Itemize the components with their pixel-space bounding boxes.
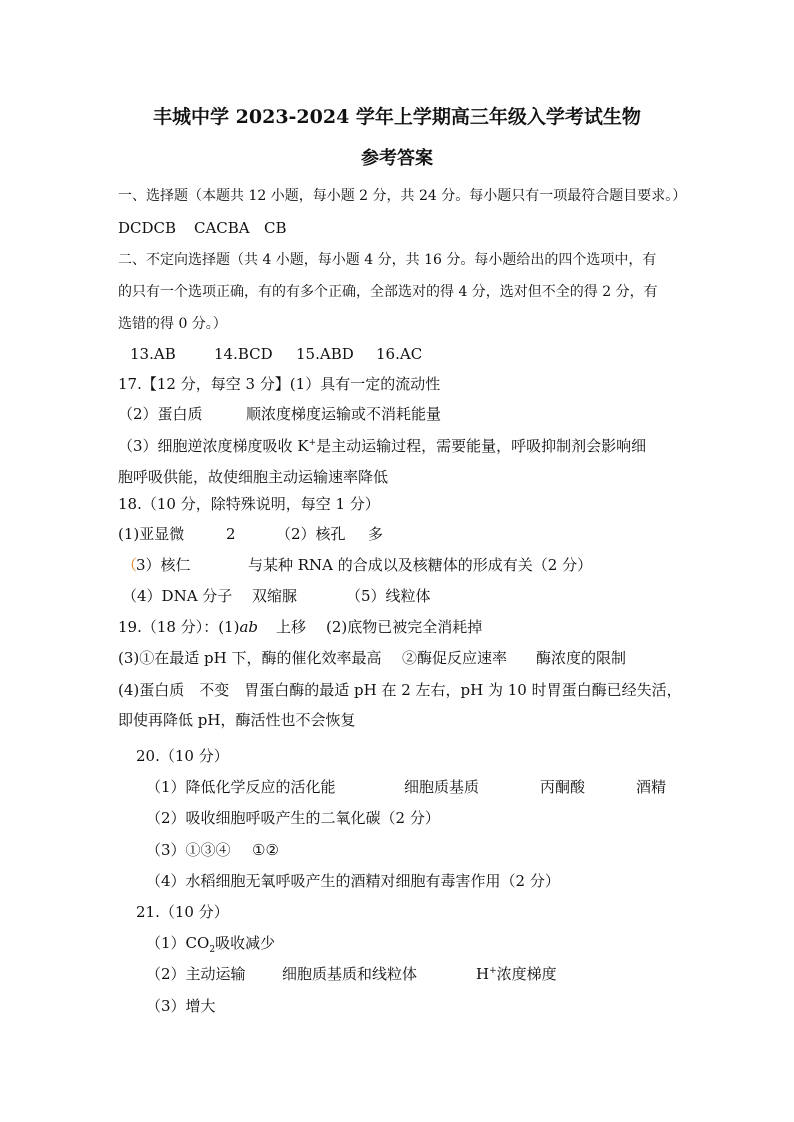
answer-group-1: DCDCB (118, 219, 177, 237)
q21-item-4 (476, 964, 557, 984)
q20-line-2: （2）吸收细胞呼吸产生的二氧化碳（2 分） (146, 809, 440, 827)
q20-item-6: ①② (252, 841, 279, 859)
q18-item-4: 多 (368, 525, 384, 543)
q18-head: 18.（10 分，除特殊说明，每空 1 分） (118, 495, 380, 513)
q18-item-1: (1)亚显微 (118, 525, 185, 543)
q17-part3-b: 是主动运输过程，需要能量，呼吸抑制剂会影响细 (316, 437, 647, 455)
q20-line-3 (146, 840, 446, 860)
q19-item-1: (3)①在最适 pH 下，酶的催化效率最高 (118, 649, 382, 667)
section1-answers (118, 218, 678, 238)
q18-item-2: 2 (226, 525, 236, 543)
q19-item-3: 酶浓度的限制 (536, 649, 627, 667)
q19-line-4: 即使再降低 pH，酶活性也不会恢复 (118, 711, 356, 729)
section2-answers (130, 344, 690, 364)
page-subtitle: 参考答案 (361, 148, 433, 169)
q17-part1: (1）具有一定的流动性 (289, 375, 441, 393)
answer-16: 16.AC (376, 345, 423, 363)
q17-part3-a: （3）细胞逆浓度梯度吸收 K (118, 437, 309, 455)
q20-item-4: 酒精 (636, 778, 667, 796)
q19-item-2: ②酶促反应速率 (402, 649, 508, 667)
q18-item-5: 3）核仁 (136, 556, 191, 574)
q19-line-2 (118, 648, 688, 668)
q19-line-3: (4)蛋白质 不变 胃蛋白酶的最适 pH 在 2 左右，pH 为 10 时胃蛋白酶已经失活， (118, 681, 682, 699)
q21-item-3: 细胞质基质和线粒体 (282, 965, 418, 983)
answer-14: 14.BCD (214, 345, 273, 363)
q20-line-1 (146, 777, 686, 797)
q17-part2-b: 顺浓度梯度运输或不消耗能量 (246, 405, 442, 423)
q21-line-1 (146, 933, 275, 953)
q20-item-2: 细胞质基质 (404, 778, 480, 796)
answer-group-3: CB (264, 219, 287, 237)
section1-heading: 一、选择题（本题共 12 小题，每小题 2 分，共 24 分。每小题只有一项最符合题目要求。） (118, 188, 687, 204)
q21-item-4-sup: + (489, 966, 497, 976)
q18-item-8: 双缩脲 (252, 587, 298, 605)
answer-group-2: CACBA (194, 219, 250, 237)
q21-item-4-h: H (476, 965, 490, 983)
section2-heading-line-2: 的只有一个选项正确，有的有多个正确，全部选对的得 4 分，选对但不全的得 2 分，有 (118, 284, 658, 300)
q21-line-2 (146, 964, 626, 984)
q19-head-c: (2)底物已被完全消耗掉 (326, 618, 483, 636)
q18-item-3: （2）核孔 (276, 525, 346, 543)
q20-item-3: 丙酮酸 (540, 778, 586, 796)
answer-13: 13.AB (130, 345, 176, 363)
q21-item-1-b: 吸收减少 (215, 934, 276, 952)
q20-item-5: （3）①③④ (146, 841, 231, 859)
q17-part2-a: （2）蛋白质 (118, 405, 203, 423)
q18-line-3 (122, 586, 682, 606)
q20-item-1: （1）降低化学反应的活化能 (146, 778, 336, 796)
q19-head: 19.（18 分）：(1) (118, 618, 240, 636)
q18-item-6: 与某种 RNA 的合成以及核糖体的形成有关（2 分） (248, 556, 593, 574)
q17-line-1 (118, 374, 440, 394)
q18-item-7: （4）DNA 分子 (122, 587, 233, 605)
q21-head: 21.（10 分） (136, 903, 229, 921)
q19-head-b: 上移 (276, 618, 307, 636)
q18-item-9: （5）线粒体 (346, 587, 431, 605)
page-title: 丰城中学 2023-2024 学年上学期高三年级入学考试生物 (153, 106, 641, 128)
q18-line-1 (118, 524, 678, 544)
q21-item-2: （2）主动运输 (146, 965, 246, 983)
q21-item-1-sub: 2 (209, 945, 216, 955)
q17-line-3 (118, 436, 646, 456)
q19-line-1 (118, 617, 678, 637)
section2-heading-line-1: 二、不定向选择题（共 4 小题，每小题 4 分，共 16 分。每小题给出的四个选项中，有 (118, 252, 657, 268)
q19-ab: ab (239, 618, 259, 636)
q20-line-4: （4）水稻细胞无氧呼吸产生的酒精对细胞有毒害作用（2 分） (146, 872, 560, 890)
section2-heading-line-3: 选错的得 0 分。） (118, 316, 227, 332)
q21-item-1-a: （1）CO (146, 934, 210, 952)
q19-head-wrap (118, 617, 258, 637)
q21-item-4-b: 浓度梯度 (496, 965, 557, 983)
q17-line-4: 胞呼吸供能，故使细胞主动运输速率降低 (118, 468, 389, 486)
q17-part3-sup: + (308, 438, 317, 448)
q18-paren-mark: （ (122, 556, 138, 574)
q18-line-2 (122, 555, 682, 575)
q17-head: 17.【12 分，每空 3 分】 (118, 375, 290, 393)
q20-head: 20.（10 分） (136, 747, 229, 765)
q17-line-2 (118, 404, 678, 424)
answer-15: 15.ABD (296, 345, 354, 363)
q21-line-3: （3）增大 (146, 997, 216, 1015)
